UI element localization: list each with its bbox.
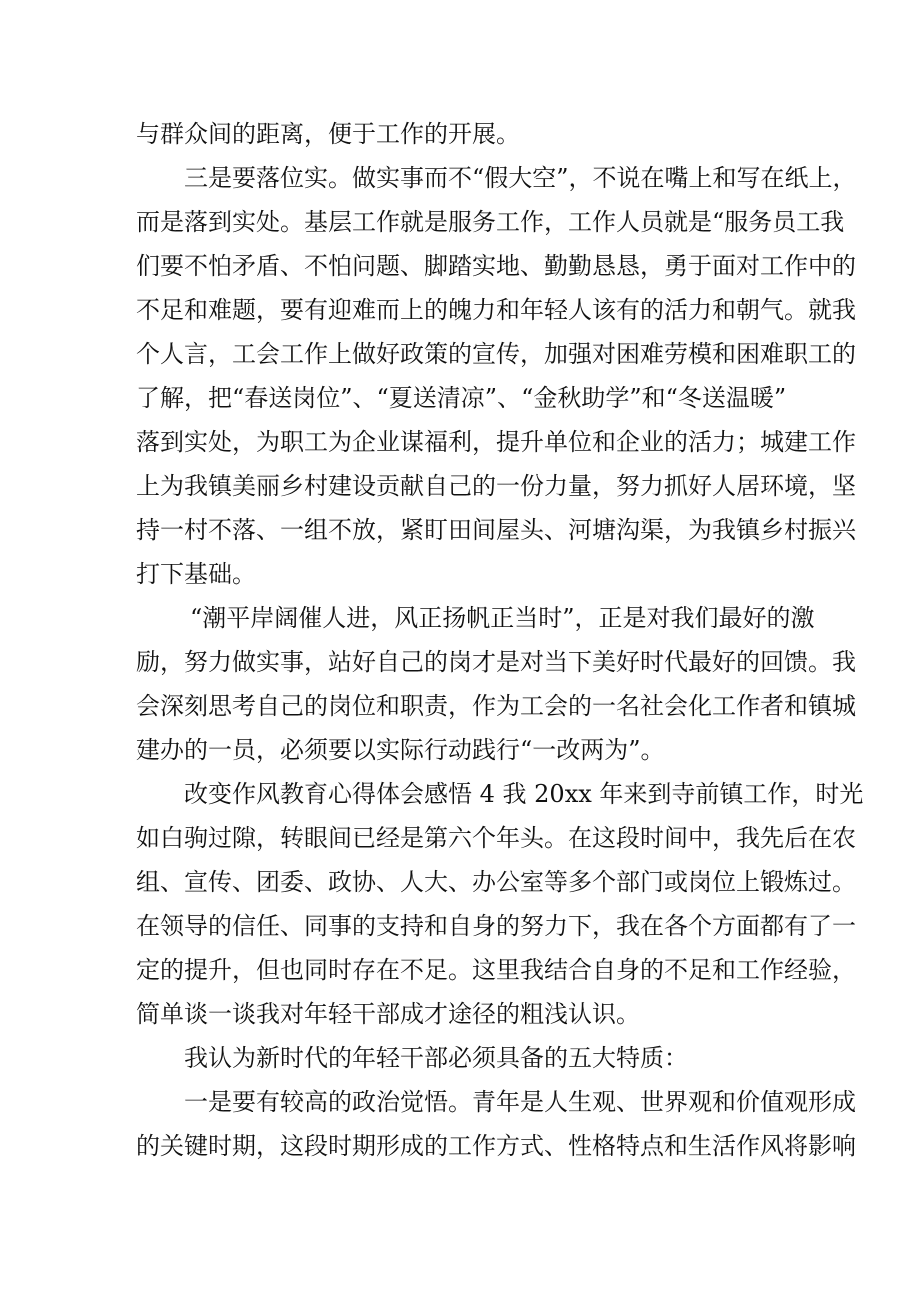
text-line: 三是要落位实。做实事而不“假大空”，不说在嘴上和写在纸上， — [184, 164, 857, 192]
text-line: 落到实处，为职工为企业谋福利，提升单位和企业的活力；城建工作 — [136, 428, 856, 456]
text-line: 们要不怕矛盾、不怕问题、脚踏实地、勤勤恳恳，勇于面对工作中的 — [136, 252, 856, 280]
paragraph-quote — [136, 596, 856, 772]
text-line: 定的提升，但也同时存在不足。这里我结合自身的不足和工作经验， — [136, 956, 856, 984]
paragraph-first-trait — [136, 1080, 856, 1168]
text-line: 改变作风教育心得体会感悟 4 我 20xx 年来到寺前镇工作，时光 — [184, 780, 864, 808]
text-line: 持一村不落、一组不放，紧盯田间屋头、河塘沟渠，为我镇乡村振兴 — [136, 516, 856, 544]
text-line: 简单谈一谈我对年轻干部成才途径的粗浅认识。 — [136, 1000, 640, 1028]
text-line: “潮平岸阔催人进，风正扬帆正当时”，正是对我们最好的激 — [190, 604, 815, 632]
body-text — [136, 112, 864, 1168]
paragraph-five-traits — [136, 1036, 796, 1080]
text-line: 一是要有较高的政治觉悟。青年是人生观、世界观和价值观形成 — [184, 1088, 856, 1116]
text-line: 打下基础。 — [136, 560, 256, 588]
text-line: 建办的一员，必须要以实际行动践行“一改两为”。 — [136, 736, 665, 764]
paragraph-third-point — [136, 156, 857, 596]
text-line: 个人言，工会工作上做好政策的宣传，加强对困难劳模和困难职工的 — [136, 340, 856, 368]
text-line: 不足和难题，要有迎难而上的魄力和年轻人该有的活力和朝气。就我 — [136, 296, 856, 324]
text-line: 而是落到实处。基层工作就是服务工作，工作人员就是“服务员工我 — [136, 208, 845, 236]
text-line: 如白驹过隙，转眼间已经是第六个年头。在这段时间中，我先后在农 — [136, 824, 856, 852]
text-line: 上为我镇美丽乡村建设贡献自己的一份力量，努力抓好人居环境，坚 — [136, 472, 856, 500]
text-line: 组、宣传、团委、政协、人大、办公室等多个部门或岗位上锻炼过。 — [136, 868, 856, 896]
text-line: 励，努力做实事，站好自己的岗才是对当下美好时代最好的回馈。我 — [136, 648, 856, 676]
text-line: 我认为新时代的年轻干部必须具备的五大特质： — [184, 1044, 688, 1072]
text-line: 在领导的信任、同事的支持和自身的努力下，我在各个方面都有了一 — [136, 912, 856, 940]
paragraph-continuation — [136, 112, 796, 156]
text-line: 与群众间的距离，便于工作的开展。 — [136, 120, 520, 148]
text-line: 的关键时期，这段时期形成的工作方式、性格特点和生活作风将影响 — [136, 1132, 856, 1160]
paragraph-reflection-4 — [136, 772, 864, 1036]
text-line: 会深刻思考自己的岗位和职责，作为工会的一名社会化工作者和镇城 — [136, 692, 856, 720]
text-line: 了解，把“春送岗位”、“夏送清凉”、“金秋助学”和“冬送温暖” — [136, 384, 787, 412]
